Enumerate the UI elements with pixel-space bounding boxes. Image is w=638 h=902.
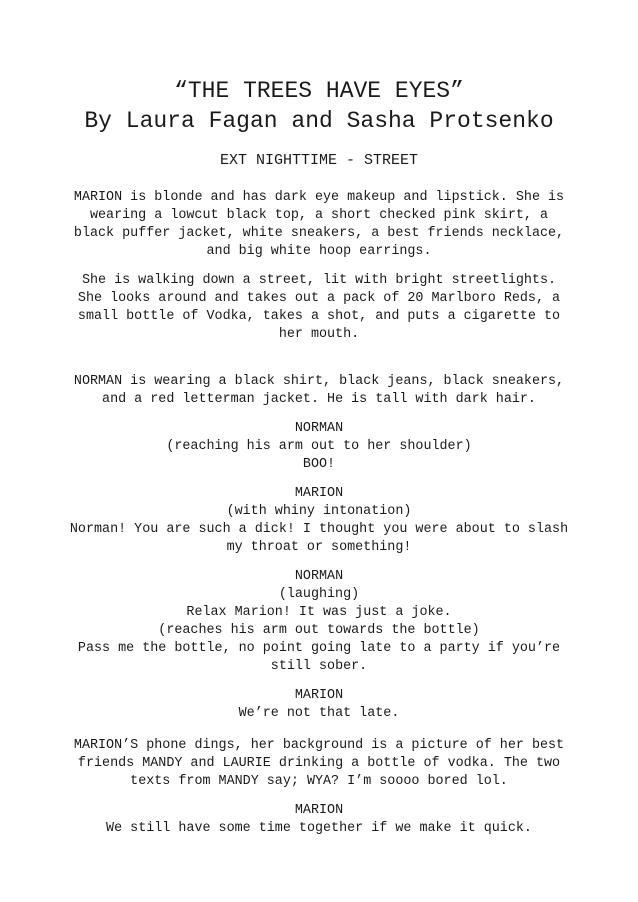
- action-line: and big white hoop earrings.: [206, 244, 432, 259]
- action-line: black puffer jacket, white sneakers, a best friends necklace,: [73, 226, 565, 241]
- character-name: NORMAN: [294, 569, 344, 584]
- action-line: her mouth.: [278, 327, 360, 342]
- character-name: MARION: [294, 688, 344, 703]
- dialogue-line: still sober.: [270, 659, 368, 674]
- script-title: “THE TREES HAVE EYES”: [174, 78, 464, 104]
- action-line: texts from MANDY say; WYA? I’m soooo bored lol.: [130, 774, 508, 789]
- action-line: small bottle of Vodka, takes a shot, and puts a cigarette to: [77, 309, 561, 324]
- dialogue-line: We still have some time together if we make it quick.: [106, 821, 532, 836]
- action-line: MARION’S phone dings, her background is a picture of her best: [73, 738, 565, 753]
- dialogue-line: Relax Marion! It was just a joke.: [186, 605, 452, 620]
- character-name: MARION: [294, 486, 344, 501]
- dialogue-line: my throat or something!: [226, 540, 412, 555]
- parenthetical: (reaches his arm out towards the bottle): [158, 623, 480, 638]
- parenthetical: (laughing): [278, 587, 360, 602]
- action-line: wearing a lowcut black top, a short checked pink skirt, a: [89, 208, 549, 223]
- dialogue-line: We’re not that late.: [238, 706, 400, 721]
- action-line: She is walking down a street, lit with bright streetlights.: [81, 273, 557, 288]
- character-name: MARION: [294, 803, 344, 818]
- character-name: NORMAN: [294, 421, 344, 436]
- dialogue-line: Pass me the bottle, no point going late to a party if you’re: [77, 641, 561, 656]
- dialogue-line: Norman! You are such a dick! I thought you were about to slash: [69, 522, 569, 537]
- action-line: MARION is blonde and has dark eye makeup and lipstick. She is: [73, 190, 565, 205]
- parenthetical: (with whiny intonation): [226, 504, 412, 519]
- parenthetical: (reaching his arm out to her shoulder): [166, 439, 472, 454]
- action-line: NORMAN is wearing a black shirt, black jeans, black sneakers,: [73, 374, 565, 389]
- dialogue-line: BOO!: [302, 457, 336, 472]
- scene-heading: EXT NIGHTTIME - STREET: [219, 152, 419, 169]
- action-line: friends MANDY and LAURIE drinking a bottle of vodka. The two: [77, 756, 561, 771]
- action-line: She looks around and takes out a pack of 20 Marlboro Reds, a: [77, 291, 561, 306]
- script-byline: By Laura Fagan and Sasha Protsenko: [84, 108, 554, 134]
- action-line: and a red letterman jacket. He is tall with dark hair.: [102, 392, 536, 407]
